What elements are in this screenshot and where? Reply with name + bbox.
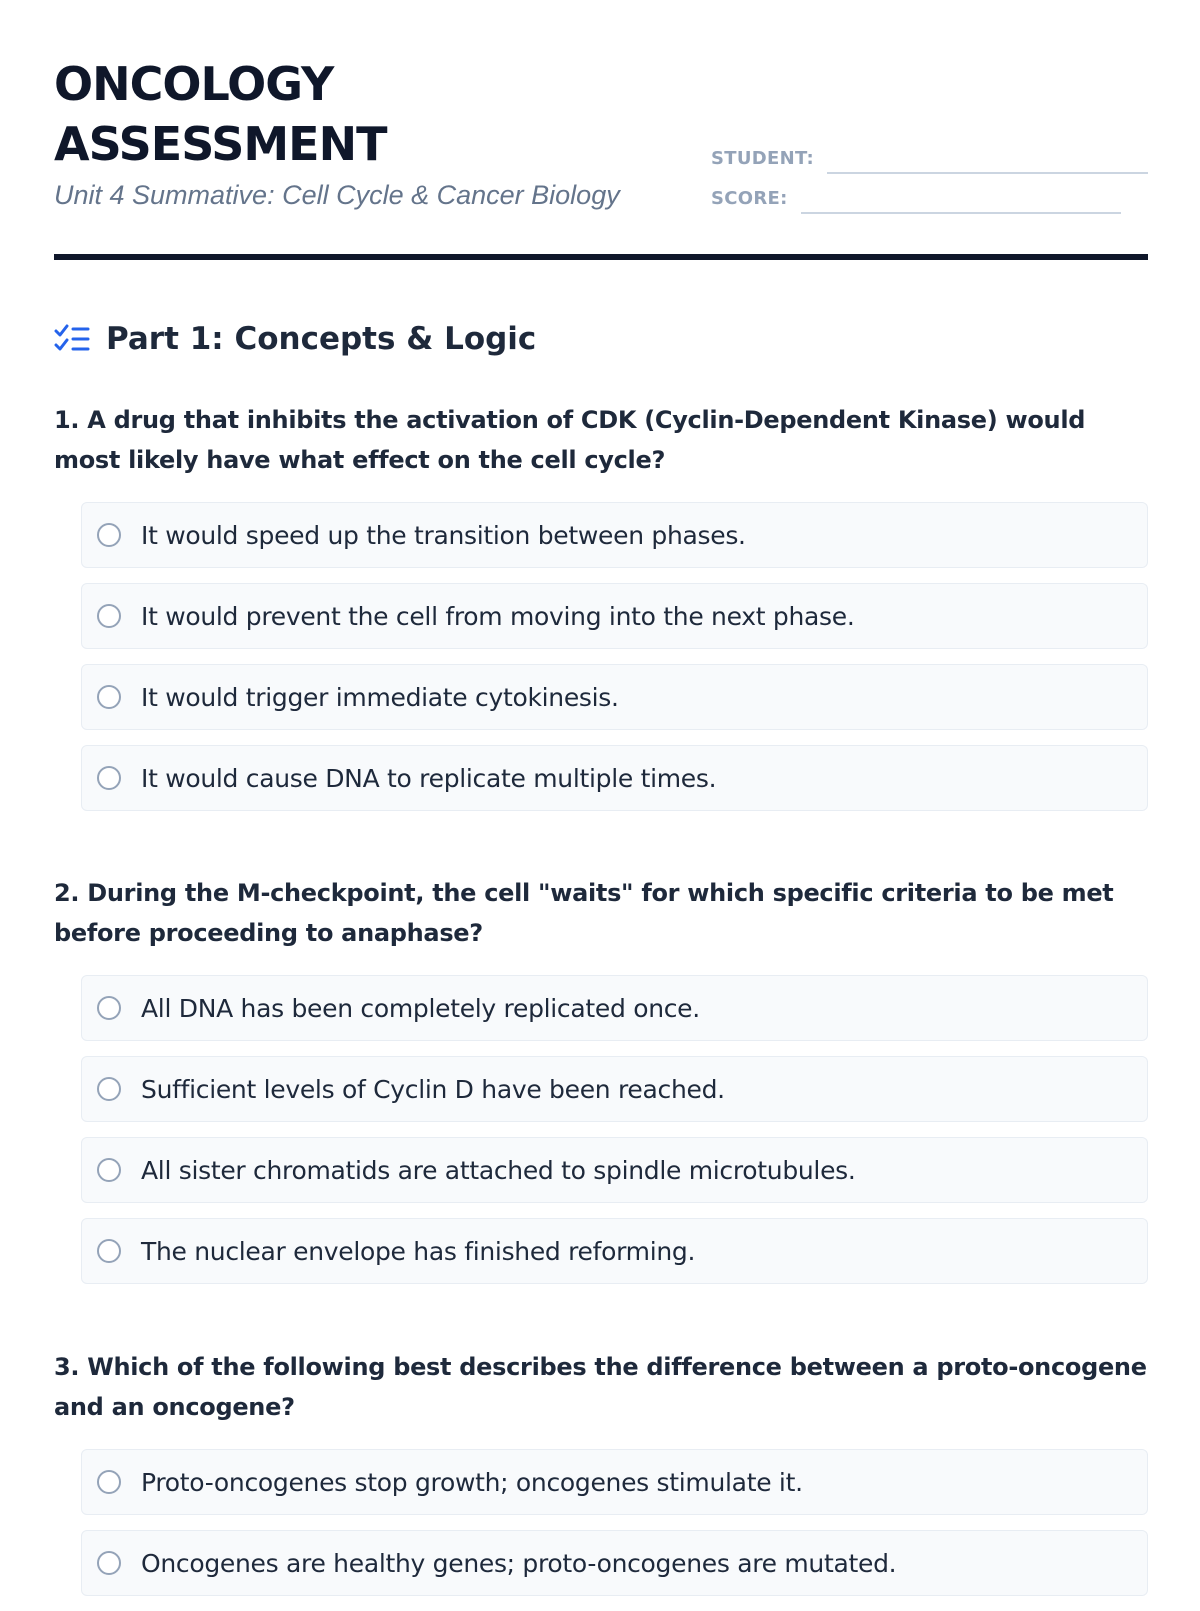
score-field[interactable] (801, 212, 1121, 214)
header-divider (54, 254, 1148, 260)
answer-option[interactable] (81, 1056, 1148, 1122)
option-label: All sister chromatids are attached to spindle microtubules. (141, 1155, 856, 1185)
answer-option[interactable] (81, 1530, 1148, 1596)
option-label: It would speed up the transition between phases. (141, 520, 746, 550)
option-label: All DNA has been completely replicated once. (141, 993, 700, 1023)
question-text: 2. During the M-checkpoint, the cell "waits" for which specific criteria to be met before proceeding to anaphase? (54, 879, 1114, 947)
option-label: Sufficient levels of Cyclin D have been reached. (141, 1074, 725, 1104)
question-1 (54, 400, 1148, 826)
answer-option[interactable] (81, 664, 1148, 730)
assessment-header (54, 0, 1148, 262)
option-label: It would prevent the cell from moving into the next phase. (141, 601, 855, 631)
option-label: Oncogenes are healthy genes; proto-oncogenes are mutated. (141, 1548, 897, 1578)
answer-options (81, 502, 1148, 811)
score-label: SCORE: (711, 188, 788, 209)
radio-button[interactable] (97, 1239, 121, 1263)
section-heading (54, 314, 536, 364)
answer-options (81, 975, 1148, 1284)
radio-button[interactable] (97, 1158, 121, 1182)
answer-option[interactable] (81, 1137, 1148, 1203)
section-title: Part 1: Concepts & Logic (106, 321, 537, 357)
student-row (711, 144, 1148, 184)
title-line-2: ASSESSMENT (54, 117, 387, 171)
question-2 (54, 873, 1148, 1299)
radio-button[interactable] (97, 1077, 121, 1101)
radio-button[interactable] (97, 523, 121, 547)
answer-options (81, 1449, 1148, 1596)
student-info (711, 144, 1148, 224)
answer-option[interactable] (81, 975, 1148, 1041)
title-line-1: ONCOLOGY (54, 57, 334, 111)
option-label: It would cause DNA to replicate multiple times. (141, 763, 717, 793)
option-label: Proto-oncogenes stop growth; oncogenes stimulate it. (141, 1467, 803, 1497)
radio-button[interactable] (97, 604, 121, 628)
student-name-field[interactable] (827, 172, 1148, 174)
assessment-subtitle: Unit 4 Summative: Cell Cycle & Cancer Biology (54, 180, 620, 210)
answer-option[interactable] (81, 1218, 1148, 1284)
answer-option[interactable] (81, 745, 1148, 811)
option-label: The nuclear envelope has finished reforming. (141, 1236, 696, 1266)
student-label: STUDENT: (711, 148, 815, 169)
assessment-title (54, 54, 386, 174)
score-row (711, 184, 1148, 224)
assessment-page (54, 0, 1148, 1578)
answer-option[interactable] (81, 583, 1148, 649)
radio-button[interactable] (97, 1551, 121, 1575)
radio-button[interactable] (97, 766, 121, 790)
question-3 (54, 1347, 1148, 1611)
answer-option[interactable] (81, 502, 1148, 568)
radio-button[interactable] (97, 1470, 121, 1494)
checklist-icon (54, 323, 90, 355)
answer-option[interactable] (81, 1449, 1148, 1515)
radio-button[interactable] (97, 996, 121, 1020)
option-label: It would trigger immediate cytokinesis. (141, 682, 619, 712)
question-text: 1. A drug that inhibits the activation of CDK (Cyclin-Dependent Kinase) would most likely have what effect on the cell cycle? (54, 406, 1086, 474)
question-text: 3. Which of the following best describes the difference between a proto-oncogene and an oncogene? (54, 1353, 1147, 1421)
radio-button[interactable] (97, 685, 121, 709)
